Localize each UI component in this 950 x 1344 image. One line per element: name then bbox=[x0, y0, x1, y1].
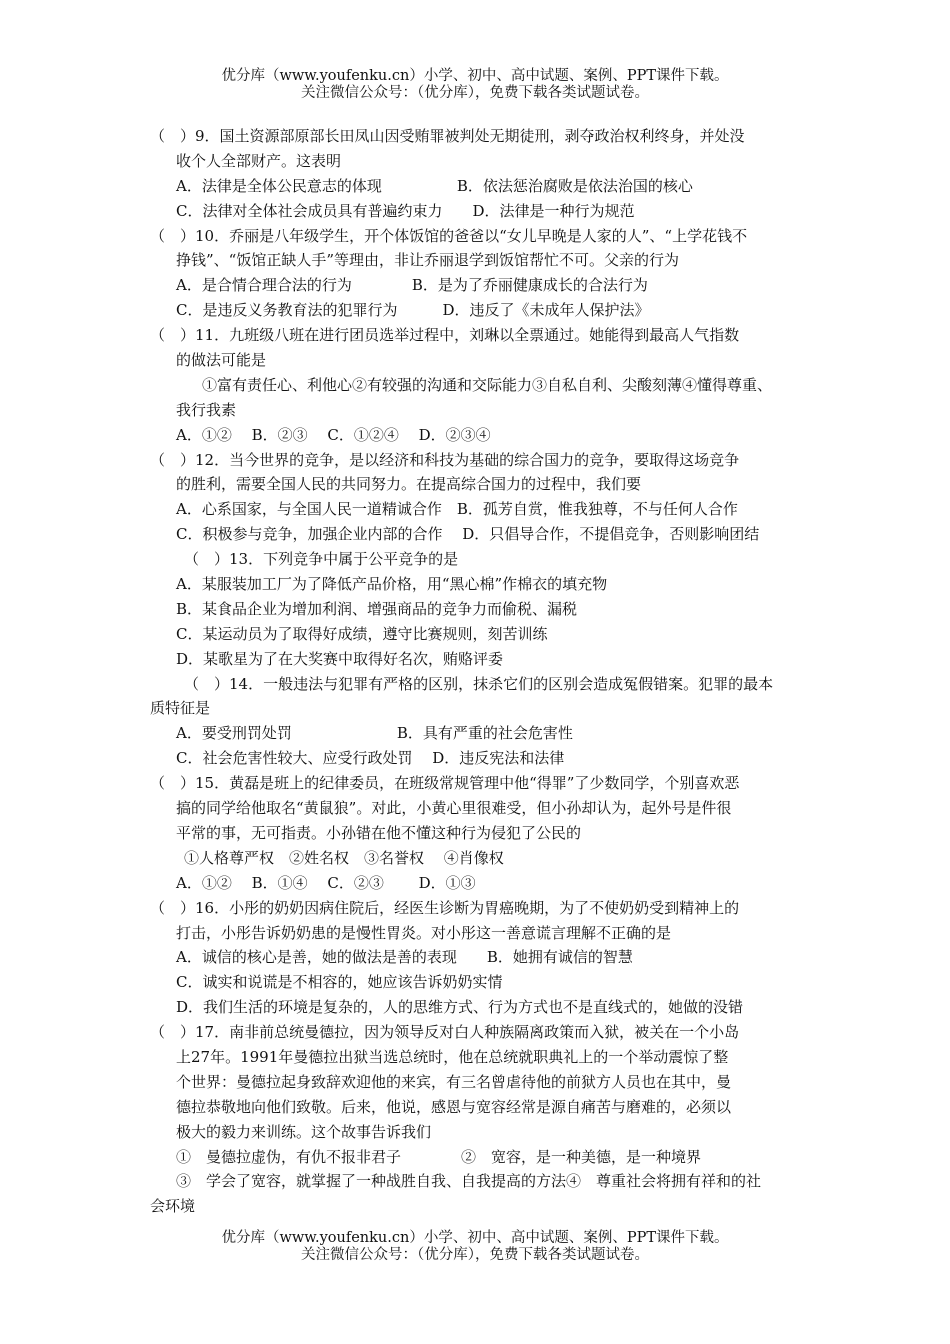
text-line: ①富有责任心、利他心②有较强的沟通和交际能力③自私自利、尖酸刻薄④懂得尊重、 bbox=[202, 375, 773, 394]
text-line: C．某运动员为了取得好成绩，遵守比赛规则，刻苦训练 bbox=[176, 624, 548, 643]
text-line: 我行我素 bbox=[176, 400, 237, 419]
text-line: 打击，小彤告诉奶奶患的是慢性胃炎。对小彤这一善意谎言理解不正确的是 bbox=[176, 923, 672, 942]
text-line: 上27年。1991年曼德拉出狱当选总统时，他在总统就职典礼上的一个举动震惊了整 bbox=[176, 1047, 729, 1066]
text-line: 搞的同学给他取名“黄鼠狼”。对此，小黄心里很难受，但小孙却认为，起外号是件很 bbox=[176, 799, 732, 818]
text-line: C．社会危害性较大、应受行政处罚 D．违反宪法和法律 bbox=[176, 749, 565, 768]
text-line: 的胜利，需要全国人民的共同努力。在提高综合国力的过程中，我们要 bbox=[176, 475, 642, 494]
text-line: C．法律对全体社会成员具有普遍约束力 D．法律是一种行为规范 bbox=[176, 201, 635, 220]
text-line: A．诚信的核心是善，她的做法是善的表现 B．她拥有诚信的智慧 bbox=[176, 948, 633, 967]
text-line: ① 曼德拉虚伪，有仇不报非君子 ② 宽容，是一种美德，是一种境界 bbox=[176, 1147, 702, 1166]
text-line: A．是合情合理合法的行为 B．是为了乔丽健康成长的合法行为 bbox=[176, 276, 648, 295]
text-line: A．①② B．②③ C．①②④ D．②③④ bbox=[176, 425, 491, 444]
text-line: 的做法可能是 bbox=[176, 351, 267, 370]
text-line: ③ 学会了宽容，就掌握了一种战胜自我、自我提高的方法④ 尊重社会将拥有祥和的社 bbox=[176, 1172, 762, 1191]
text-line: 挣钱”、“饭馆正缺人手”等理由，非让乔丽退学到饭馆帮忙不可。父亲的行为 bbox=[176, 251, 680, 270]
text-line: 会环境 bbox=[150, 1197, 196, 1216]
footer-line-1: 优分库（www.youfenku.cn）小学、初中、高中试题、案例、PPT课件下载。 bbox=[221, 1230, 729, 1246]
text-line: 极大的毅力来训练。这个故事告诉我们 bbox=[176, 1122, 432, 1141]
text-line: 质特征是 bbox=[150, 699, 211, 718]
text-line: A．法律是全体公民意志的体现 B．依法惩治腐败是依法治国的核心 bbox=[176, 176, 693, 195]
text-line: （ ）14．一般违法与犯罪有严格的区别，抹杀它们的区别会造成冤假错案。犯罪的最本 bbox=[184, 674, 774, 693]
page-footer bbox=[0, 1230, 950, 1264]
text-line: ①人格尊严权 ②姓名权 ③名誉权 ④肖像权 bbox=[184, 848, 504, 867]
text-line: （ ）10．乔丽是八年级学生，开个体饭馆的爸爸以“女儿早晚是人家的人”、“上学花钱不 bbox=[150, 226, 748, 245]
text-line: A．①② B．①④ C．②③ D．①③ bbox=[176, 873, 476, 892]
text-line: （ ）11．九班级八班在进行团员选举过程中，刘琳以全票通过。她能得到最高人气指数 bbox=[150, 326, 740, 345]
text-line: D．我们生活的环境是复杂的，人的思维方式、行为方式也不是直线式的，她做的没错 bbox=[176, 998, 744, 1017]
text-line: （ ）9．国土资源部原部长田凤山因受贿罪被判处无期徒刑，剥夺政治权利终身，并处没 bbox=[150, 127, 745, 145]
text-line: （ ）12．当今世界的竞争，是以经济和科技为基础的综合国力的竞争，要取得这场竞争 bbox=[150, 450, 740, 469]
footer-line-2: 关注微信公众号：（优分库），免费下载各类试题试卷。 bbox=[301, 1247, 649, 1263]
text-line: C．积极参与竞争，加强企业内部的合作 D．只倡导合作，不提倡竞争，否则影响团结 bbox=[176, 525, 760, 544]
header-line-2: 关注微信公众号：（优分库），免费下载各类试题试卷。 bbox=[301, 85, 649, 101]
text-line: C．诚实和说谎是不相容的，她应该告诉奶奶实情 bbox=[176, 973, 503, 992]
text-line: 收个人全部财产。这表明 bbox=[176, 151, 342, 170]
text-line: B．某食品企业为增加利润、增强商品的竞争力而偷税、漏税 bbox=[176, 599, 578, 618]
text-line: D．某歌星为了在大奖赛中取得好名次，贿赂评委 bbox=[176, 649, 504, 668]
text-line: （ ）17．南非前总统曼德拉，因为领导反对白人种族隔离政策而入狱，被关在一个小岛 bbox=[150, 1023, 740, 1042]
text-line: （ ）15．黄磊是班上的纪律委员，在班级常规管理中他“得罪”了少数同学，个别喜欢恶 bbox=[150, 774, 740, 793]
document-body bbox=[150, 124, 820, 1219]
text-line: A．某服装加工厂为了降低产品价格，用“黑心棉”作棉衣的填充物 bbox=[176, 575, 608, 594]
text-line: （ ）16．小彤的奶奶因病住院后，经医生诊断为胃癌晚期，为了不使奶奶受到精神上的 bbox=[150, 898, 740, 917]
text-line: A．心系国家，与全国人民一道精诚合作 B．孤芳自赏，惟我独尊，不与任何人合作 bbox=[176, 500, 738, 519]
text-line: 平常的事，无可指责。小孙错在他不懂这种行为侵犯了公民的 bbox=[176, 823, 582, 842]
page-header bbox=[0, 68, 950, 102]
header-line-1: 优分库（www.youfenku.cn）小学、初中、高中试题、案例、PPT课件下载。 bbox=[221, 68, 729, 84]
text-line: A．要受刑罚处罚 B．具有严重的社会危害性 bbox=[176, 724, 573, 743]
text-line: 德拉恭敬地向他们致敬。后来，他说，感恩与宽容经常是源自痛苦与磨难的，必须以 bbox=[176, 1097, 732, 1116]
text-line: C．是违反义务教育法的犯罪行为 D．违反了《未成年人保护法》 bbox=[176, 301, 650, 320]
text-line: 个世界：曼德拉起身致辞欢迎他的来宾，有三名曾虐待他的前狱方人员也在其中，曼 bbox=[176, 1072, 732, 1091]
text-line: （ ）13．下列竞争中属于公平竞争的是 bbox=[184, 550, 459, 569]
